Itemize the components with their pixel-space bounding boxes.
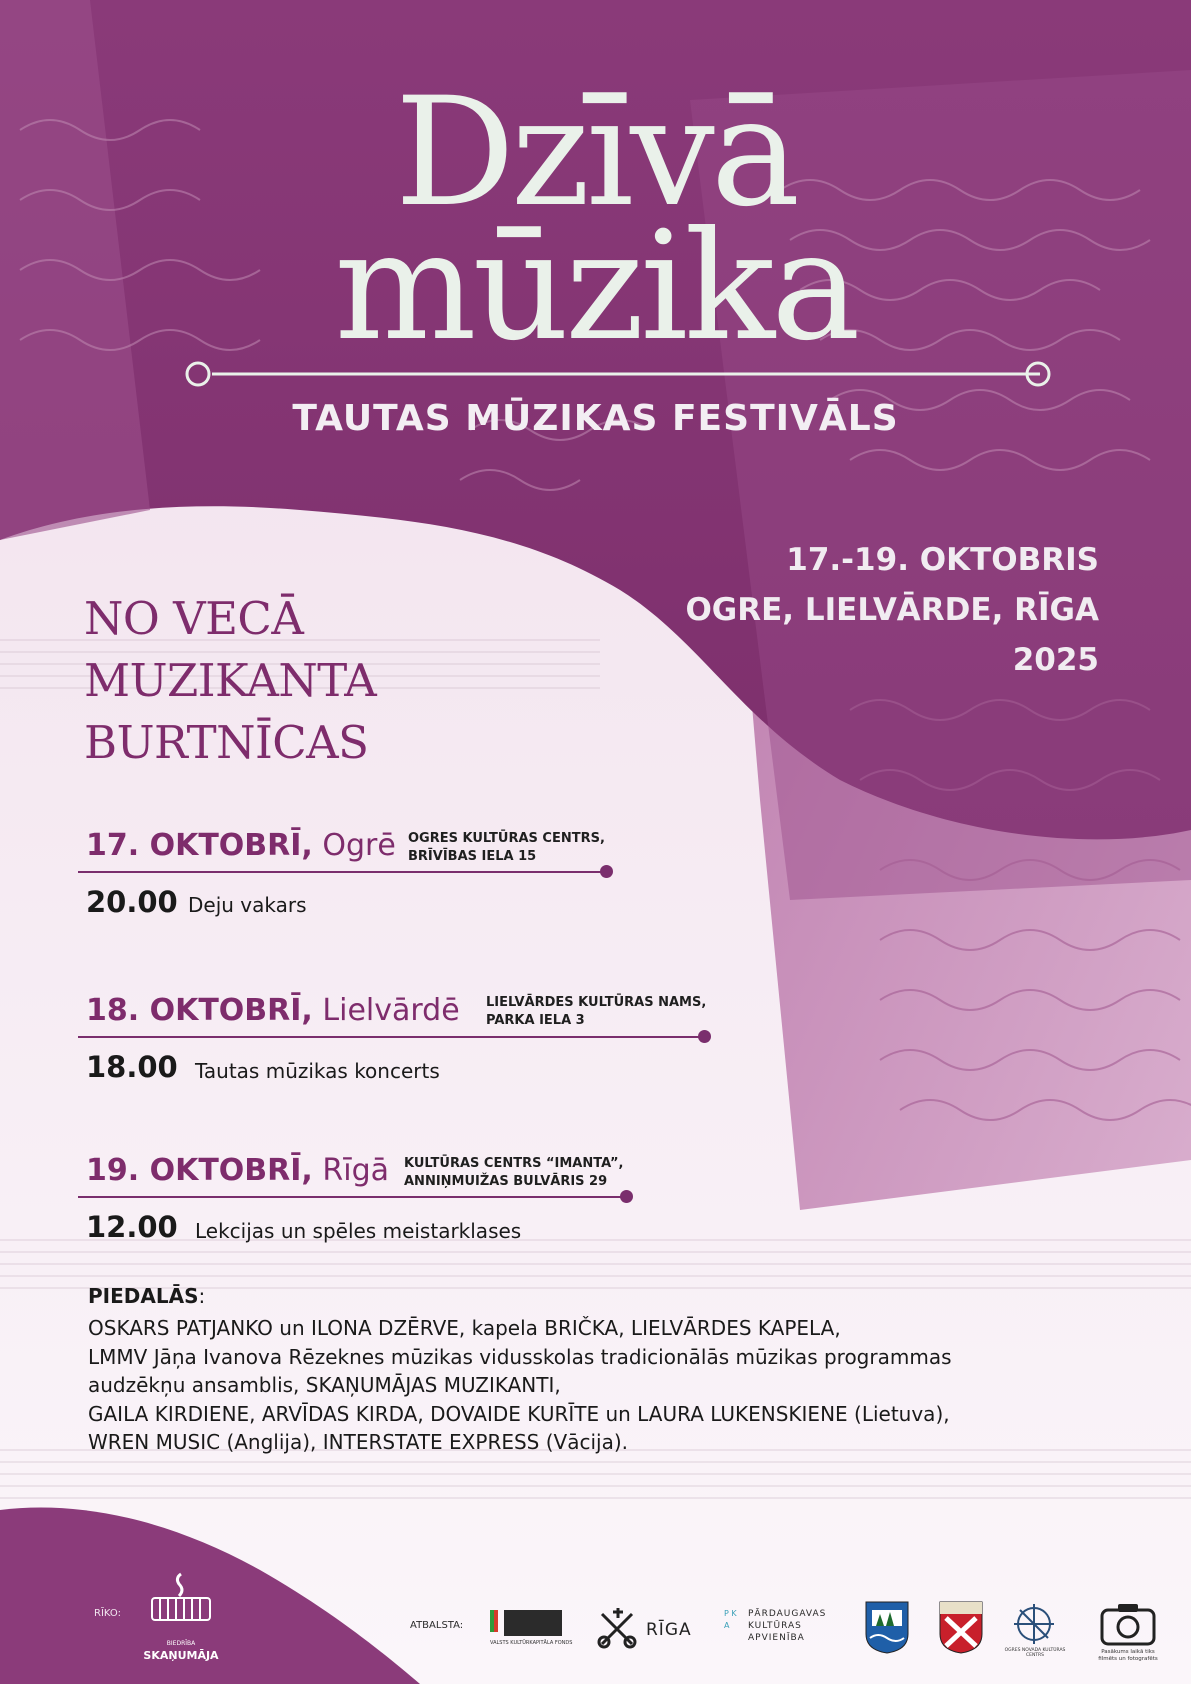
event-3-venue-line-1: KULTŪRAS CENTRS “IMANTA”, — [404, 1156, 624, 1171]
event-3-date: 19. OKTOBRĪ, — [86, 1153, 313, 1188]
vkf-name: VALSTS KULTŪRKAPITĀLA FONDS — [490, 1640, 573, 1646]
event-2-date: 18. OKTOBRĪ, — [86, 993, 313, 1028]
event-1-date: 17. OKTOBRĪ, — [86, 828, 313, 863]
event-3-venue — [404, 1155, 623, 1191]
pka-line-3: APVIENĪBA — [748, 1633, 805, 1643]
organizer-label: RĪKO: — [94, 1608, 121, 1619]
festival-places: OGRE, LIELVĀRDE, RĪGA — [685, 592, 1099, 628]
participants-list — [88, 1314, 1088, 1457]
event-3-divider — [78, 1196, 628, 1198]
camera-icon — [1100, 1602, 1156, 1646]
participants-line-1: OSKARS PATJANKO un ILONA DZĒRVE, kapela BRIČKA, LIELVĀRDES KAPELA, — [88, 1316, 841, 1340]
participants-line-5: WREN MUSIC (Anglija), INTERSTATE EXPRESS (Vācija). — [88, 1430, 628, 1454]
skanumaja-logo-icon — [142, 1570, 220, 1650]
event-2-heading — [86, 993, 460, 1028]
event-1-description: Deju vakars — [188, 893, 307, 917]
event-1-time: 20.00 — [86, 885, 178, 919]
festival-year: 2025 — [1012, 642, 1099, 678]
support-label: ATBALSTA: — [410, 1620, 464, 1631]
lielvarde-coat-of-arms-icon — [938, 1600, 984, 1654]
event-2-venue-line-1: LIELVĀRDES KULTŪRAS NAMS, — [486, 995, 707, 1010]
headline-line-1: NO VECĀ — [84, 592, 304, 645]
event-1-town: Ogrē — [322, 828, 396, 863]
event-1-divider-dot — [600, 865, 613, 878]
event-3-time: 12.00 — [86, 1210, 178, 1244]
event-1-venue-line-2: BRĪVĪBAS IELA 15 — [408, 849, 537, 864]
event-3-venue-line-2: ANNIŅMUIŽAS BULVĀRIS 29 — [404, 1174, 608, 1189]
participants-line-4: GAILA KIRDIENE, ARVĪDAS KIRDA, DOVAIDE KURĪTE un LAURA LUKENSKIENE (Lietuva), — [88, 1401, 950, 1426]
pka-letters: P K A — [724, 1609, 737, 1630]
title-line-1: Dzīvā — [394, 66, 797, 240]
event-3-heading — [86, 1153, 389, 1188]
event-3-town: Rīgā — [322, 1153, 389, 1188]
headline-line-2: MUZIKANTA — [84, 654, 377, 707]
event-1-divider — [78, 871, 608, 873]
festival-dates: 17.-19. OKTOBRIS — [786, 542, 1099, 578]
event-2-time: 18.00 — [86, 1050, 178, 1084]
event-2-description: Tautas mūzikas koncerts — [195, 1059, 440, 1083]
event-2-divider-dot — [698, 1030, 711, 1043]
ogre-culture-center-name: OGRES NOVADA KULTŪRAS CENTRS — [1004, 1648, 1066, 1658]
riga-name: RĪGA — [646, 1620, 692, 1640]
event-1-venue — [408, 830, 605, 866]
organizer-small: BIEDRĪBA — [166, 1640, 196, 1647]
participants-title: PIEDALĀS: — [88, 1284, 206, 1308]
riga-keys-icon — [596, 1608, 640, 1650]
pka-line-2: KULTŪRAS — [748, 1621, 802, 1631]
photo-notice: Pasākums laikā tiks filmēts un fotografēts — [1098, 1649, 1158, 1662]
ogre-coat-of-arms-icon — [864, 1600, 910, 1654]
event-2-divider — [78, 1036, 706, 1038]
event-3-divider-dot — [620, 1190, 633, 1203]
event-3-description: Lekcijas un spēles meistarklases — [195, 1219, 522, 1243]
pka-line-1: PĀRDAUGAVAS — [748, 1609, 827, 1619]
headline-line-3: BURTNĪCAS — [84, 716, 369, 769]
participants-line-3: audzēkņu ansamblis, SKAŅUMĀJAS MUZIKANTI, — [88, 1373, 561, 1397]
title-line-2: mūzika — [334, 200, 857, 374]
ogre-culture-center-icon — [1012, 1602, 1056, 1646]
event-1-heading — [86, 828, 396, 863]
headline — [84, 588, 376, 774]
organizer-name: SKAŅUMĀJA — [143, 1649, 219, 1662]
event-1-venue-line-1: OGRES KULTŪRAS CENTRS, — [408, 831, 605, 846]
festival-info — [685, 535, 1099, 685]
event-2-venue — [486, 994, 706, 1030]
event-2-town: Lielvārdē — [322, 993, 460, 1028]
event-2-venue-line-2: PARKA IELA 3 — [486, 1013, 585, 1028]
vkf-logo-icon — [490, 1608, 562, 1638]
festival-subtitle: TAUTAS MŪZIKAS FESTIVĀLS — [292, 398, 899, 439]
participants-line-2: LMMV Jāņa Ivanova Rēzeknes mūzikas vidusskolas tradicionālās mūzikas programmas — [88, 1344, 952, 1369]
